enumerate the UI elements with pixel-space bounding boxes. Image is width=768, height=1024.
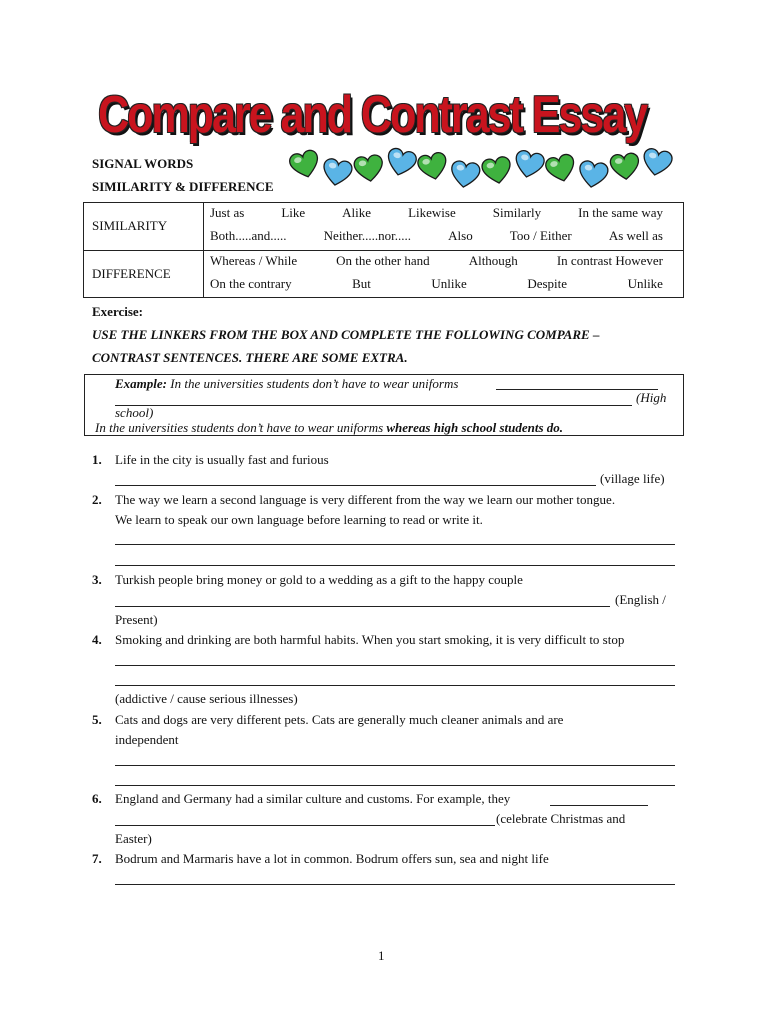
example-box (84, 374, 684, 436)
heart-icon (639, 145, 674, 180)
example-hint-b: school) (115, 405, 154, 420)
signal-word: On the contrary (210, 275, 292, 291)
signal-word: Unlike (627, 275, 663, 291)
page-number: 1 (378, 948, 385, 963)
signal-word: Like (281, 205, 306, 220)
heart-icon (415, 149, 451, 185)
question-number: 3. (92, 572, 102, 587)
difference-row-1 (204, 251, 683, 274)
question-text: Smoking and drinking are both harmful habits. When you start smoking, it is very difficult to stop (115, 632, 625, 647)
signal-word: But (352, 275, 371, 291)
heart-icon (609, 151, 642, 184)
answer-line[interactable] (115, 785, 675, 786)
instruction-line-2: CONTRAST SENTENCES. THERE ARE SOME EXTRA. (92, 350, 408, 365)
similarity-row-2 (204, 226, 683, 249)
heart-icon (383, 145, 419, 181)
hearts-decoration (290, 148, 690, 194)
question-hint: (English / (615, 592, 666, 607)
answer-line[interactable] (115, 665, 675, 666)
page-title: Compare and Contrast Essay (98, 86, 647, 144)
signal-word: Despite (527, 275, 568, 291)
signal-word: Similarly (492, 205, 542, 220)
signal-word: In the same way (578, 205, 663, 220)
answer-line[interactable] (115, 485, 596, 486)
question-number: 4. (92, 632, 102, 647)
similarity-words (204, 203, 684, 251)
example-line (115, 376, 458, 392)
question-text: The way we learn a second language is very different from the way we learn our mother tongue. (115, 492, 616, 507)
question-text: Cats and dogs are very different pets. Cats are generally much cleaner animals and are (115, 712, 564, 727)
question-number: 7. (92, 851, 102, 866)
heart-icon (352, 152, 386, 186)
signal-word: As well as (608, 228, 663, 243)
example-label: Example: (115, 376, 167, 391)
answer-line[interactable] (115, 685, 675, 686)
heart-icon (287, 147, 324, 184)
question-number: 5. (92, 712, 102, 727)
example-answer (95, 420, 563, 436)
question-number: 1. (92, 452, 102, 467)
signal-word: Also (448, 228, 473, 243)
heart-icon (320, 156, 355, 191)
heart-icon (448, 158, 482, 192)
heart-icon (543, 151, 579, 187)
question-text: Life in the city is usually fast and furious (115, 452, 329, 467)
signal-word: Alike (342, 205, 372, 220)
question-hint: (celebrate Christmas and (496, 811, 626, 826)
example-answer-start: In the universities students don’t have to wear uniforms (95, 420, 387, 435)
signal-words-heading: SIGNAL WORDS (92, 156, 194, 171)
question-hint-continued: Easter) (115, 831, 152, 846)
exercise-heading: Exercise: (92, 304, 144, 319)
question-text: Bodrum and Marmaris have a lot in common. Bodrum offers sun, sea and night life (115, 851, 549, 866)
signal-word: Unlike (431, 275, 467, 291)
difference-words (204, 250, 684, 298)
question-hint: (addictive / cause serious illnesses) (115, 691, 298, 706)
example-hint-a: (High (636, 390, 667, 405)
question-hint-continued: Present) (115, 612, 158, 627)
signal-word: Likewise (408, 205, 456, 220)
heart-icon (576, 158, 610, 192)
question-hint: (village life) (600, 471, 665, 486)
question-text-continued: We learn to speak our own language before learning to read or write it. (115, 512, 483, 527)
signal-word: Whereas / While (210, 252, 298, 268)
signal-word: Although (468, 252, 518, 268)
answer-line[interactable] (115, 606, 610, 607)
question-text: Turkish people bring money or gold to a wedding as a gift to the happy couple (115, 572, 523, 587)
instruction-line-1: USE THE LINKERS FROM THE BOX AND COMPLETE THE FOLLOWING COMPARE – (92, 327, 600, 342)
difference-row-2 (204, 274, 683, 297)
signal-word: Both.....and..... (210, 228, 287, 243)
example-blank-1 (496, 389, 658, 390)
signal-words-table (83, 202, 684, 298)
heart-icon (480, 154, 515, 189)
similarity-difference-heading: SIMILARITY & DIFFERENCE (92, 179, 274, 194)
example-answer-bold: whereas high school students do. (386, 420, 564, 435)
question-text-continued: independent (115, 732, 179, 747)
similarity-row-1 (204, 203, 683, 226)
signal-word: Too / Either (509, 228, 572, 243)
signal-word: On the other hand (336, 252, 430, 268)
question-number: 6. (92, 791, 102, 806)
question-number: 2. (92, 492, 102, 507)
question-text: England and Germany had a similar culture and customs. For example, they (115, 791, 511, 806)
similarity-label: SIMILARITY (84, 203, 204, 251)
example-prompt: In the universities students don’t have to wear uniforms (167, 376, 459, 391)
answer-line[interactable] (115, 765, 675, 766)
difference-label: DIFFERENCE (84, 250, 204, 298)
signal-word: Neither.....nor..... (323, 228, 412, 243)
answer-line[interactable] (115, 544, 675, 545)
answer-line[interactable] (115, 565, 675, 566)
answer-line[interactable] (115, 825, 495, 826)
heart-icon (511, 147, 547, 183)
example-blank-2 (115, 405, 632, 406)
answer-line[interactable] (115, 884, 675, 885)
answer-line[interactable] (550, 805, 648, 806)
signal-word: In contrast However (556, 252, 663, 268)
signal-word: Just as (210, 205, 245, 220)
